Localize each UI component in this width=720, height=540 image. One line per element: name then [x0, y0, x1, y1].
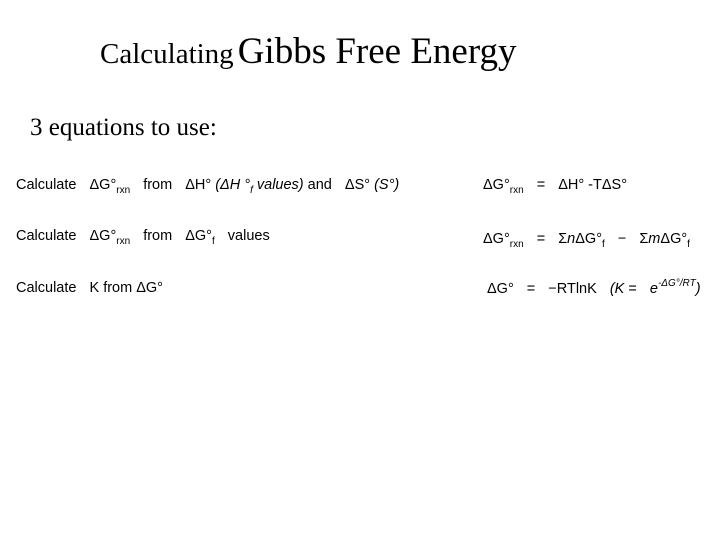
row2-minus: − [617, 231, 627, 247]
row2-symbol: ΔG° [89, 228, 117, 244]
row2-term1-sigma: Σ [558, 231, 568, 247]
row2-eq-sign: = [536, 231, 546, 247]
row3-eq-rhs: −RTlnK [548, 281, 597, 297]
row1-eq-lhs: ΔG° [483, 177, 510, 193]
row3-equation [487, 278, 701, 297]
row3-eq-sign: = [526, 281, 536, 297]
row2-term2-coef: m [648, 231, 661, 247]
row2-term2-sub: f [687, 239, 690, 250]
row1-input1: ΔH° [185, 177, 212, 193]
row1-input2-italic: (S°) [374, 177, 400, 193]
row1-input1-values: values) [256, 177, 304, 193]
row3-eq-lhs: ΔG° [487, 281, 514, 297]
row2-symbol-sub: rxn [116, 236, 131, 247]
row3-description [16, 281, 163, 296]
row2-eq-lhs-sub: rxn [509, 239, 524, 250]
row2-term1-coef: n [567, 231, 576, 247]
row3-k: K [89, 280, 100, 296]
title-part-gibbs: Gibbs Free Energy [237, 31, 517, 72]
row3-eq2-sign: = [628, 281, 637, 297]
row2-term2: ΔG° [660, 231, 688, 247]
row3-paren-open: (K [609, 281, 625, 297]
row3-paren-close: ) [695, 281, 701, 297]
row1-symbol: ΔG° [89, 177, 117, 193]
row2-values: values [227, 228, 270, 244]
row3-verb: Calculate [16, 280, 77, 296]
slide-subtitle: 3 equations to use: [30, 114, 217, 141]
slide-title [100, 30, 517, 73]
row2-description [16, 228, 270, 247]
row1-input2: ΔS° [344, 177, 371, 193]
row2-verb: Calculate [16, 228, 77, 244]
row1-from: from [143, 177, 173, 193]
title-part-calculating: Calculating [100, 38, 234, 70]
row1-symbol-sub: rxn [116, 185, 131, 196]
row1-input1-italic-sub: f [250, 185, 253, 196]
row1-input1-italic: (ΔH ° [215, 177, 251, 193]
row3-exponent: -ΔG°/RT [657, 278, 696, 289]
row2-input: ΔG° [185, 228, 212, 244]
row3-base: e [649, 281, 658, 297]
row3-from: from [103, 280, 133, 296]
row2-from: from [143, 228, 173, 244]
row1-and: and [307, 177, 332, 193]
row1-eq-lhs-sub: rxn [509, 185, 524, 196]
row3-input: ΔG° [136, 280, 163, 296]
row2-term1-sub: f [602, 239, 605, 250]
row2-input-sub: f [211, 236, 215, 247]
row1-equation [483, 177, 628, 196]
row1-description [16, 177, 400, 196]
row1-verb: Calculate [16, 177, 77, 193]
row2-term1: ΔG° [575, 231, 603, 247]
row1-eq-rhs: ΔH° -TΔS° [558, 177, 628, 193]
row2-equation [483, 231, 690, 250]
row1-eq-sign: = [536, 177, 546, 193]
row2-eq-lhs: ΔG° [483, 231, 510, 247]
row2-term2-sigma: Σ [639, 231, 649, 247]
